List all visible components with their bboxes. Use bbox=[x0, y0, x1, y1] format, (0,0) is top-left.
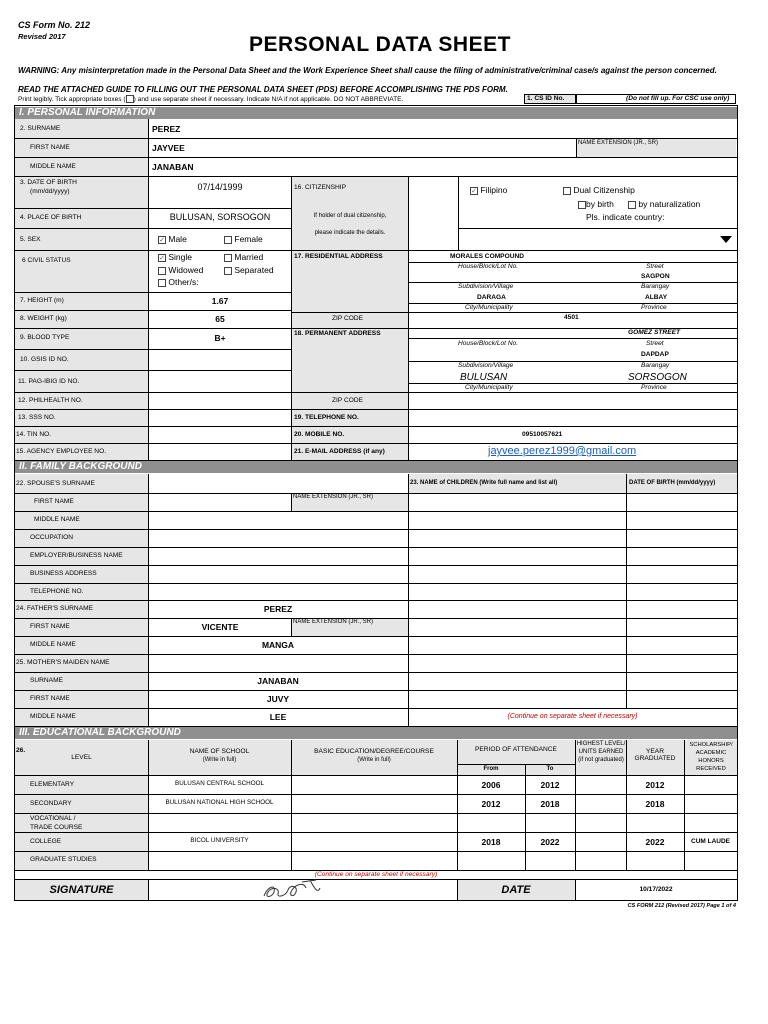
edu-honors-college[interactable]: CUM LAUDE bbox=[691, 838, 730, 845]
period-header: PERIOD OF ATTENDANCE bbox=[475, 746, 557, 753]
pagibig-label: 11. PAG-IBIG ID NO. bbox=[18, 378, 80, 385]
highest-level-header: HIGHEST LEVEL/ UNITS EARNED (if not graduated) bbox=[576, 741, 626, 763]
family-continue-note: (Continue on separate sheet if necessary) bbox=[507, 713, 638, 720]
surname-label: 2. SURNAME bbox=[20, 125, 61, 132]
single-option[interactable]: ✓ Single bbox=[159, 252, 193, 262]
province-caption: Province bbox=[641, 304, 667, 311]
spouse-name-ext-label: NAME EXTENSION (JR., SR) bbox=[293, 494, 374, 500]
dual-note-2: please indicate the details. bbox=[314, 230, 386, 236]
guide-text: READ THE ATTACHED GUIDE TO FILLING OUT THE PERSONAL DATA SHEET (PDS) BEFORE ACCOMPLISHING THE PDS FORM. bbox=[18, 85, 508, 94]
edu-to-college[interactable]: 2022 bbox=[540, 837, 560, 847]
child-dob-label: DATE OF BIRTH (mm/dd/yyyy) bbox=[629, 480, 716, 486]
middle-name-value[interactable]: JANABAN bbox=[152, 162, 194, 172]
page-title: PERSONAL DATA SHEET bbox=[249, 33, 511, 56]
checkbox-icon bbox=[563, 187, 571, 195]
course-header: BASIC EDUCATION/DEGREE/COURSE bbox=[314, 748, 434, 755]
checkbox-icon bbox=[224, 254, 232, 262]
blood-type-label: 9. BLOOD TYPE bbox=[20, 334, 70, 341]
perm-province-value[interactable]: SORSOGON bbox=[628, 372, 687, 383]
barangay-caption: Barangay bbox=[641, 283, 670, 290]
perm-zip-label: ZIP CODE bbox=[332, 397, 364, 404]
res-zip-value[interactable]: 4501 bbox=[564, 314, 579, 321]
telephone-label: 19. TELEPHONE NO. bbox=[294, 414, 359, 421]
edu-to-elementary[interactable]: 2012 bbox=[540, 780, 560, 790]
edu-school-college[interactable]: BICOL UNIVERSITY bbox=[190, 837, 249, 844]
surname-value[interactable]: PEREZ bbox=[152, 124, 181, 134]
date-value[interactable]: 10/17/2022 bbox=[639, 886, 673, 893]
res-province-value[interactable]: ALBAY bbox=[645, 294, 668, 301]
father-middle-value[interactable]: MANGA bbox=[261, 640, 295, 650]
level-header: LEVEL bbox=[71, 754, 92, 761]
school-header-note: (Write in full) bbox=[202, 757, 237, 763]
dob-value[interactable]: 07/14/1999 bbox=[197, 182, 243, 192]
sss-label: 13. SSS NO. bbox=[18, 414, 56, 421]
dual-note-1: If holder of dual citizenship, bbox=[313, 213, 387, 219]
res-city-value[interactable]: DARAGA bbox=[477, 294, 506, 301]
father-surname-value[interactable]: PEREZ bbox=[263, 604, 293, 614]
course-header-note: (Write in full) bbox=[357, 757, 391, 763]
checkbox-icon bbox=[224, 236, 232, 244]
check-icon: ✓ bbox=[159, 236, 165, 244]
others-option[interactable]: Other/s: bbox=[158, 277, 199, 287]
res-zip-label: ZIP CODE bbox=[332, 315, 364, 322]
checkbox-icon bbox=[224, 267, 232, 275]
first-name-value[interactable]: JAYVEE bbox=[152, 143, 185, 153]
school-header: NAME OF SCHOOL bbox=[189, 748, 250, 755]
city-caption: City/Municipality bbox=[465, 384, 513, 391]
subdivision-caption: Subdivision/Village bbox=[458, 283, 514, 290]
check-icon: ✓ bbox=[471, 187, 477, 195]
edu-to-secondary[interactable]: 2018 bbox=[540, 799, 560, 809]
perm-barangay-value[interactable]: DAPDAP bbox=[641, 351, 669, 358]
city-caption: City/Municipality bbox=[465, 304, 513, 311]
mobile-value[interactable]: 09510057621 bbox=[522, 431, 563, 438]
edu-level-college: COLLEGE bbox=[30, 838, 62, 845]
subdivision-caption: Subdivision/Village bbox=[458, 362, 514, 369]
spouse-middle-label: MIDDLE NAME bbox=[34, 516, 80, 523]
perm-city-value[interactable]: BULUSAN bbox=[460, 372, 508, 383]
checkbox-icon bbox=[628, 201, 636, 209]
indicate-country-label: Pls. indicate country: bbox=[586, 212, 665, 222]
pob-value[interactable]: BULUSAN, SORSOGON bbox=[169, 212, 271, 222]
tin-label: 14. TIN NO. bbox=[16, 431, 52, 438]
father-name-ext-label: NAME EXTENSION (JR., SR) bbox=[293, 619, 374, 625]
province-caption: Province bbox=[641, 384, 667, 391]
mother-middle-label: MIDDLE NAME bbox=[30, 713, 76, 720]
edu-from-secondary[interactable]: 2012 bbox=[481, 799, 501, 809]
street-caption: Street bbox=[646, 340, 664, 347]
page-footer: CS FORM 212 (Revised 2017) Page 1 of 4 bbox=[627, 903, 736, 909]
height-label: 7. HEIGHT (m) bbox=[20, 297, 64, 304]
res-house-value[interactable]: MORALES COMPOUND bbox=[450, 253, 524, 260]
weight-value[interactable]: 65 bbox=[215, 314, 225, 324]
permanent-address-label: 18. PERMANENT ADDRESS bbox=[294, 330, 381, 337]
checkbox-icon bbox=[158, 279, 166, 287]
father-surname-label: 24. FATHER'S SURNAME bbox=[16, 605, 93, 612]
mother-surname-label: SURNAME bbox=[30, 677, 63, 684]
signature-image bbox=[258, 874, 324, 904]
father-middle-label: MIDDLE NAME bbox=[30, 641, 76, 648]
edu-from-elementary[interactable]: 2006 bbox=[481, 780, 501, 790]
date-label: DATE bbox=[501, 884, 531, 896]
legibly-note: Print legibly. Tick appropriate boxes ( ) and use separate sheet if necessary. Indicate N/A if not applicable. DO NOT ABBREVIATE. bbox=[18, 95, 404, 103]
email-value[interactable]: jayvee.perez1999@gmail.com bbox=[488, 445, 637, 457]
by-birth-option[interactable]: by birth bbox=[578, 199, 614, 209]
residential-address-label: 17. RESIDENTIAL ADDRESS bbox=[294, 253, 383, 260]
house-lot-caption: House/Block/Lot No. bbox=[458, 340, 519, 347]
form-revised: Revised 2017 bbox=[18, 32, 66, 41]
street-caption: Street bbox=[646, 263, 664, 270]
married-option[interactable]: Married bbox=[224, 252, 263, 262]
check-icon: ✓ bbox=[159, 254, 165, 262]
mother-middle-value[interactable]: LEE bbox=[269, 712, 287, 722]
citizenship-label: 16. CITIZENSHIP bbox=[294, 184, 347, 191]
section-family-background: II. FAMILY BACKGROUND bbox=[15, 461, 737, 473]
checkbox-icon bbox=[578, 201, 586, 209]
dob-label: 3. DATE OF BIRTH bbox=[20, 179, 77, 186]
edu-level-secondary: SECONDARY bbox=[30, 800, 72, 807]
year-graduated-header: YEAR GRADUATED bbox=[634, 748, 676, 762]
education-number: 26. bbox=[16, 747, 26, 754]
weight-label: 8. WEIGHT (kg) bbox=[20, 315, 67, 322]
occupation-label: OCCUPATION bbox=[30, 534, 73, 541]
sex-label: 5. SEX bbox=[20, 236, 41, 243]
perm-street-value[interactable]: GOMEZ STREET bbox=[628, 329, 681, 336]
edu-level-graduate: GRADUATE STUDIES bbox=[30, 856, 97, 863]
widowed-option[interactable]: Widowed bbox=[158, 265, 203, 275]
res-barangay-value[interactable]: SAGPON bbox=[641, 273, 670, 280]
edu-school-elementary[interactable]: BULUSAN CENTRAL SCHOOL bbox=[175, 780, 264, 787]
honors-header: SCHOLARSHIP/ ACADEMIC HONORS RECEIVED bbox=[689, 742, 733, 772]
edu-year-secondary[interactable]: 2018 bbox=[645, 799, 665, 809]
email-label: 21. E-MAIL ADDRESS (if any) bbox=[294, 448, 385, 455]
edu-from-college[interactable]: 2018 bbox=[481, 837, 501, 847]
female-option[interactable]: Female bbox=[224, 234, 263, 244]
to-header: To bbox=[546, 766, 554, 772]
signature-label: SIGNATURE bbox=[49, 884, 114, 896]
spouse-telephone-label: TELEPHONE NO. bbox=[30, 588, 84, 595]
agency-employee-label: 15. AGENCY EMPLOYEE NO. bbox=[16, 448, 107, 455]
section-personal-information: I. PERSONAL INFORMATION bbox=[15, 107, 737, 119]
from-header: From bbox=[483, 766, 499, 772]
dual-citizenship-option[interactable]: Dual Citizenship bbox=[563, 185, 635, 195]
height-value[interactable]: 1.67 bbox=[211, 296, 229, 306]
mother-first-value[interactable]: JUVY bbox=[266, 694, 290, 704]
children-label: 23. NAME of CHILDREN (Write full name and list all) bbox=[410, 480, 558, 486]
csc-use-note: (Do not fill up. For CSC use only) bbox=[626, 95, 730, 102]
warning-text: WARNING: Any misinterpretation made in the Personal Data Sheet and the Work Experience Sheet shall cause the filing of administrative/criminal case/s against the person concerned. bbox=[18, 66, 717, 75]
name-extension-label: NAME EXTENSION (JR., SR) bbox=[578, 140, 659, 146]
male-option[interactable]: ✓ Male bbox=[159, 234, 187, 244]
spouse-first-label: FIRST NAME bbox=[34, 498, 74, 505]
blood-type-value[interactable]: B+ bbox=[214, 333, 226, 343]
civil-status-label: 6 CIVIL STATUS bbox=[22, 257, 71, 264]
philhealth-label: 12. PHILHEALTH NO. bbox=[18, 397, 83, 404]
dob-format: (mm/dd/yyyy) bbox=[30, 188, 70, 195]
employer-label: EMPLOYER/BUSINESS NAME bbox=[30, 552, 123, 559]
cs-id-label: 1. CS ID No. bbox=[524, 94, 576, 104]
filipino-option[interactable]: ✓ Filipino bbox=[471, 185, 508, 195]
edu-level-elementary: ELEMENTARY bbox=[30, 781, 75, 788]
mobile-label: 20. MOBILE NO. bbox=[294, 431, 345, 438]
pob-label: 4. PLACE OF BIRTH bbox=[20, 214, 82, 221]
form-number: CS Form No. 212 bbox=[18, 20, 91, 30]
edu-level-vocational: VOCATIONAL / TRADE COURSE bbox=[30, 815, 83, 831]
first-name-label: FIRST NAME bbox=[30, 144, 70, 151]
mother-first-label: FIRST NAME bbox=[30, 695, 70, 702]
father-first-label: FIRST NAME bbox=[30, 623, 70, 630]
edu-school-secondary[interactable]: BULUSAN NATIONAL HIGH SCHOOL bbox=[165, 799, 274, 806]
example-checkbox-icon bbox=[126, 95, 134, 103]
country-dropdown-arrow-icon[interactable] bbox=[720, 236, 732, 243]
spouse-surname-label: 22. SPOUSE'S SURNAME bbox=[16, 480, 95, 487]
gsis-label: 10. GSIS ID NO. bbox=[20, 356, 69, 363]
checkbox-icon bbox=[158, 267, 166, 275]
edu-year-elementary[interactable]: 2012 bbox=[645, 780, 665, 790]
by-naturalization-option[interactable]: by naturalization bbox=[628, 199, 700, 209]
mother-surname-value[interactable]: JANABAN bbox=[257, 676, 299, 686]
education-continue-note: (Continue on separate sheet if necessary) bbox=[314, 871, 438, 878]
middle-name-label: MIDDLE NAME bbox=[30, 163, 76, 170]
edu-year-college[interactable]: 2022 bbox=[645, 837, 665, 847]
business-address-label: BUSINESS ADDRESS bbox=[30, 570, 97, 577]
section-educational-background: III. EDUCATIONAL BACKGROUND bbox=[15, 727, 737, 739]
barangay-caption: Barangay bbox=[641, 362, 670, 369]
father-first-value[interactable]: VICENTE bbox=[201, 622, 239, 632]
mother-maiden-label: 25. MOTHER'S MAIDEN NAME bbox=[16, 659, 110, 666]
separated-option[interactable]: Separated bbox=[224, 265, 274, 275]
house-lot-caption: House/Block/Lot No. bbox=[458, 263, 519, 270]
